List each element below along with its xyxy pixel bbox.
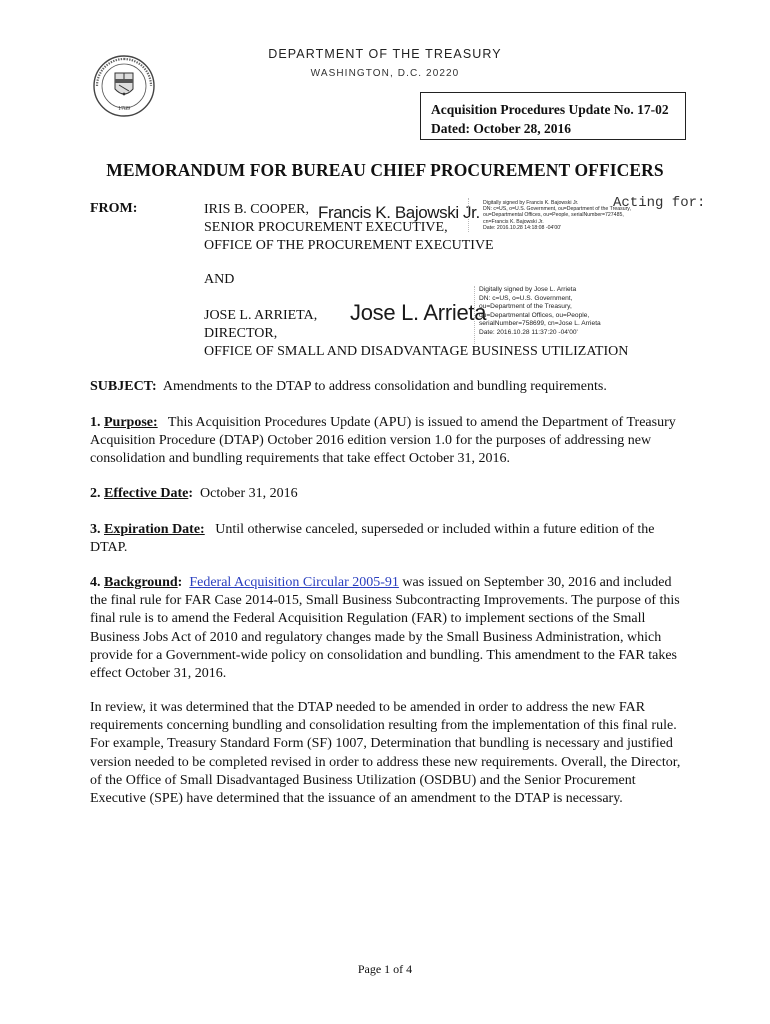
- treasury-seal-icon: [93, 55, 155, 117]
- signature-arrieta-name: Jose L. Arrieta: [350, 300, 487, 325]
- signature1-line: Date: 2016.10.28 14:18:08 -04'00': [483, 224, 562, 231]
- from-person1-title: SENIOR PROCUREMENT EXECUTIVE,: [204, 220, 448, 235]
- review-paragraph: In review, it was determined that the DTAP needed to be amended in order to address the new FAR requirements concerning bundling and consolidation resulting from the implementation of this final rule. For example, Treasury Standard Form (SF) 1007, Determination that bundling is necessary and justified version needed to be completed revised in order to address these new requirements. Overall, the Director, of the Office of Small Disadvantaged Business Utilization (OSDBU) and the Senior Procurement Executive (SPE) have determined that the issuance of an amendment to the DTAP is necessary.: [90, 700, 681, 807]
- signature2-details: [479, 286, 601, 338]
- section-purpose: [90, 414, 690, 469]
- effective-number: 2.: [90, 486, 104, 501]
- background-number: 4.: [90, 575, 104, 590]
- expiration-text: Until otherwise canceled, superseded or included within a future edition of the DTAP.: [90, 522, 655, 556]
- signature2-line: serialNumber=758699, cn=Jose L. Arrieta: [479, 320, 601, 328]
- apu-number: Acquisition Procedures Update No. 17-02: [431, 102, 669, 117]
- background-text: was issued on September 30, 2016 and included the final rule for FAR Case 2014-015, Small Business Subcontracting Improvements. The purpose of this final rule is to amend the Federal Acquisition Regulation (FAR) to implement sections of the Small Business Jobs Act of 2010 and regulatory changes made by the Small Business Administration, which provide for a Government-wide policy on consolidation and bundling. This amendment to the FAR takes effect October 31, 2016.: [90, 575, 680, 682]
- signature2-line: Date: 2016.10.28 11:37:20 -04'00': [479, 328, 578, 336]
- signature2-line: ou=Department of the Treasury,: [479, 303, 572, 311]
- signature1-line: cn=Francis K. Bajowski Jr.: [483, 218, 544, 225]
- purpose-text: This Acquisition Procedures Update (APU) is issued to amend the Department of Treasury Acquisition Procedure (DTAP) October 2016 edition version 1.0 for the purposes of addressing new consolidation and bundling requirements that take effect October 31, 2016.: [90, 415, 676, 467]
- expiration-heading: Expiration Date:: [104, 522, 205, 537]
- from-person2-office: OFFICE OF SMALL AND DISADVANTAGE BUSINESS UTILIZATION: [204, 344, 629, 359]
- subject-text: Amendments to the DTAP to address consolidation and bundling requirements.: [162, 379, 607, 394]
- subject-line: [90, 378, 690, 396]
- apu-info-box: [420, 92, 686, 140]
- signature-francis-name: Francis K. Bajowski Jr.: [318, 203, 480, 222]
- page-number: Page 1 of 4: [357, 962, 413, 976]
- purpose-heading: Purpose:: [104, 415, 158, 430]
- signature1-line: Digitally signed by Francis K. Bajowski Jr.: [483, 200, 579, 206]
- signature2-divider: [474, 286, 476, 344]
- signature1-details: [483, 200, 631, 231]
- apu-date: Dated: October 28, 2016: [431, 121, 571, 136]
- from-person1-name: IRIS B. COOPER,: [204, 202, 310, 217]
- from-person1-office: OFFICE OF THE PROCUREMENT EXECUTIVE: [204, 238, 494, 253]
- signature2-line: DN: c=US, o=U.S. Government,: [479, 294, 573, 302]
- background-colon: :: [177, 575, 183, 590]
- from-and: AND: [204, 272, 235, 287]
- signature2-line: ou=Departmental Offices, ou=People,: [479, 311, 590, 319]
- section-expiration-date: [90, 521, 690, 557]
- subject-label: SUBJECT:: [90, 379, 157, 394]
- signature1-line: DN: c=US, o=U.S. Government, ou=Department of the Treasury,: [483, 206, 631, 213]
- far-circular-link[interactable]: Federal Acquisition Circular 2005-91: [189, 575, 399, 590]
- expiration-number: 3.: [90, 522, 104, 537]
- signature2-line: Digitally signed by Jose L. Arrieta: [479, 286, 577, 293]
- department-heading: DEPARTMENT OF THE TREASURY: [268, 47, 502, 61]
- acting-for-note: Acting for:: [613, 195, 706, 211]
- from-person2-title: DIRECTOR,: [204, 326, 278, 341]
- signature1-line: ou=Departmental Offices, ou=People, serialNumber=727485,: [483, 212, 624, 219]
- purpose-number: 1.: [90, 415, 104, 430]
- from-person2-name: JOSE L. ARRIETA,: [204, 308, 318, 323]
- from-label: FROM:: [90, 201, 138, 216]
- effective-colon: :: [188, 486, 194, 501]
- memo-title: MEMORANDUM FOR BUREAU CHIEF PROCUREMENT OFFICERS: [106, 160, 664, 180]
- signature1-divider: [468, 198, 470, 232]
- effective-text: October 31, 2016: [200, 486, 298, 501]
- effective-heading: Effective Date: [104, 486, 189, 501]
- section-effective-date: [90, 485, 690, 503]
- department-city: WASHINGTON, D.C. 20220: [310, 68, 460, 79]
- seal-year: 1789: [118, 106, 130, 112]
- section-background: [90, 574, 690, 683]
- background-heading: Background: [104, 575, 178, 590]
